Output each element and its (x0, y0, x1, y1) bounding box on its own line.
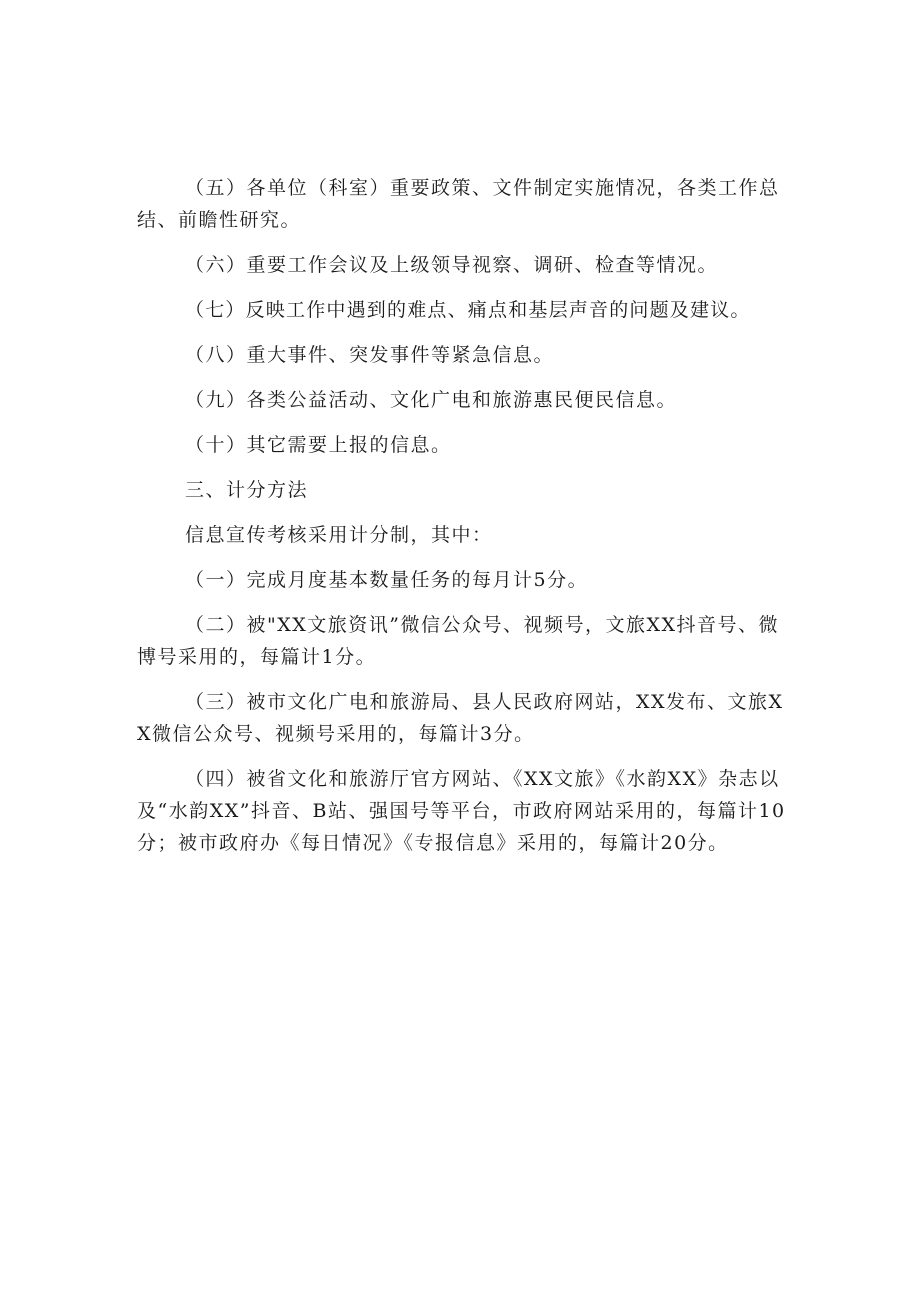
scoring-rule-3: （三）被市文化广电和旅游局、县人民政府网站，XX发布、文旅XX微信公众号、视频号采用的，每篇计3分。 (137, 691, 784, 745)
document-body (137, 172, 792, 872)
scoring-rule-4: （四）被省文化和旅游厅官方网站、《XX文旅》《水韵XX》杂志以及“水韵XX”抖音、B站、强国号等平台，市政府网站采用的，每篇计10分；被市政府办《每日情况》《专报信息》采用的，每篇计20分。 (137, 768, 786, 854)
paragraph-item-9: （九）各类公益活动、文化广电和旅游惠民便民信息。 (185, 389, 678, 411)
paragraph-item-5: （五）各单位（科室）重要政策、文件制定实施情况，各类工作总结、前瞻性研究。 (137, 177, 780, 231)
scoring-intro: 信息宣传考核采用计分制，其中： (185, 524, 493, 546)
scoring-rule-1: （一）完成月度基本数量任务的每月计5分。 (185, 569, 589, 591)
section-heading-scoring: 三、计分方法 (185, 479, 309, 501)
scoring-rule-2: （二）被"XX文旅资讯”微信公众号、视频号，文旅XX抖音号、微博号采用的，每篇计1分。 (137, 614, 780, 668)
paragraph-item-8: （八）重大事件、突发事件等紧急信息。 (185, 344, 555, 366)
paragraph-item-7: （七）反映工作中遇到的难点、痛点和基层声音的问题及建议。 (185, 299, 751, 321)
paragraph-item-6: （六）重要工作会议及上级领导视察、调研、检查等情况。 (185, 254, 719, 276)
paragraph-item-10: （十）其它需要上报的信息。 (185, 434, 452, 456)
